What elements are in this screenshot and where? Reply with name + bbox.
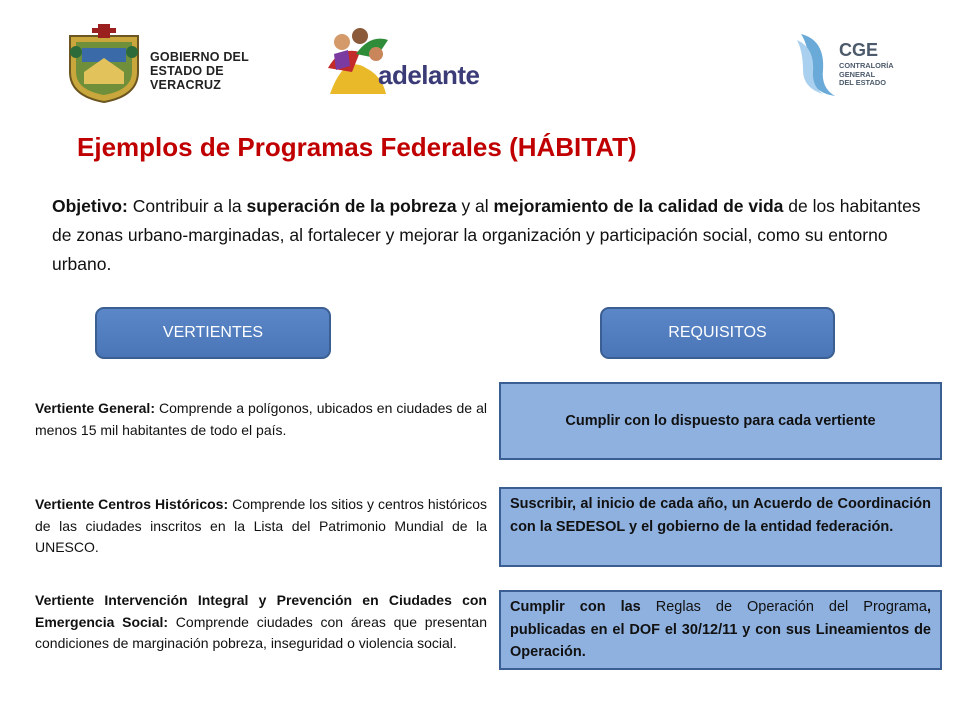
objective-paragraph	[52, 192, 932, 279]
veracruz-logo-text: GOBIERNO DEL ESTADO DE VERACRUZ	[150, 50, 249, 92]
requisito-reglas	[499, 590, 942, 670]
objective-text-2: y al	[456, 196, 494, 216]
veracruz-government-logo	[62, 22, 282, 104]
adelante-logo-text: adelante	[378, 60, 480, 90]
requisito-reglas-text: Reglas de Operación del Programa	[640, 599, 927, 615]
requisito-reglas-bold-1: Cumplir con las	[510, 599, 641, 615]
requisito-vertiente: Cumplir con lo dispuesto para cada vertiente	[499, 382, 942, 460]
objective-highlight-1: superación de la pobreza	[246, 196, 457, 216]
vertiente-general	[35, 398, 487, 441]
vertientes-button[interactable]: VERTIENTES	[95, 307, 331, 359]
cge-swirl-icon	[795, 30, 839, 98]
objective-highlight-2: mejoramiento de la calidad de vida	[493, 196, 784, 216]
objective-text-3: de los habitantes de zonas urbano-marginadas, al fortalecer y mejorar la organización y participación social, como su entorno urbano.	[52, 196, 921, 274]
vertiente-centros-historicos	[35, 494, 487, 559]
slide-title: Ejemplos de Programas Federales (HÁBITAT)	[77, 132, 637, 162]
requisito-acuerdo: Suscribir, al inicio de cada año, un Acuerdo de Coordinación con la SEDESOL y el gobierno de la entidad federación.	[499, 487, 942, 567]
vertiente-title: Vertiente Centros Históricos:	[35, 496, 229, 512]
veracruz-coat-of-arms-icon	[62, 22, 146, 104]
adelante-logo	[326, 24, 486, 98]
requisito-reglas-bold-2: , publicadas en el DOF el 30/12/11 y con sus Lineamientos de Operación.	[510, 599, 931, 660]
vertiente-title: Vertiente Intervención Integral y Prevención en Ciudades con Emergencia Social:	[35, 592, 487, 630]
vertiente-text: Comprende a polígonos, ubicados en ciudades de al menos 15 mil habitantes de todo el país.	[35, 400, 487, 438]
cge-logo-acronym: CGE	[839, 40, 879, 60]
requisitos-button[interactable]: REQUISITOS	[600, 307, 835, 359]
vertiente-text: Comprende los sitios y centros históricos de las ciudades inscritos en la Lista del Patrimonio Mundial de la UNESCO.	[35, 496, 487, 555]
cge-logo-subtitle: CONTRALORÍA GENERAL DEL ESTADO	[839, 61, 894, 87]
vertiente-intervencion-integral	[35, 590, 487, 655]
vertiente-text: Comprende ciudades con áreas que presentan condiciones de marginación pobreza, inseguridad o violencia social.	[35, 613, 488, 651]
cge-logo	[795, 30, 920, 98]
objective-label: Objetivo:	[52, 196, 128, 216]
vertiente-title: Vertiente General:	[35, 400, 155, 416]
objective-text-1: Contribuir a la	[127, 196, 247, 216]
